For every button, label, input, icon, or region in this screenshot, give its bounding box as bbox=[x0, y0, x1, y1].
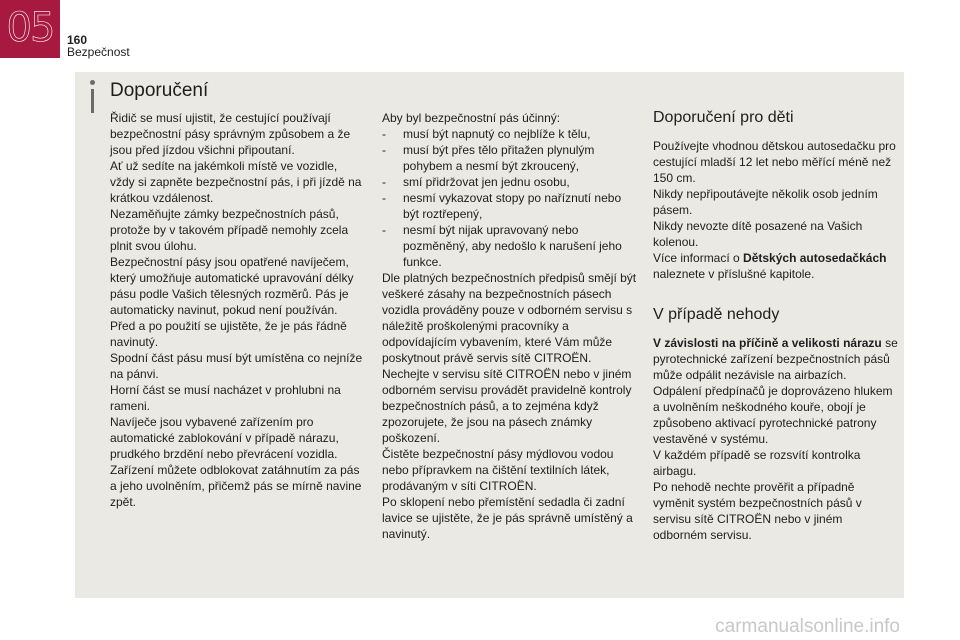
paragraph: Používejte vhodnou dětskou autosedačku pro cestující mladší 12 let nebo měřící méně než 150 cm. bbox=[653, 139, 896, 185]
paragraph: Bezpečnostní pásy jsou opatřené navíječem, který umožňuje automatické upravování délky pásu podle Vašich tělesných rozměrů. Pás je automaticky navinut, pokud není používán. bbox=[110, 255, 354, 317]
text: naleznete v příslušné kapitole. bbox=[653, 267, 815, 281]
list-item: - smí přidržovat jen jednu osobu, bbox=[382, 174, 637, 190]
paragraph bbox=[653, 335, 898, 383]
paragraph: Řidič se musí ujistit, že cestující používají bezpečnostní pásy správným způsobem a že jsou před jízdou všichni připoutaní. bbox=[110, 111, 351, 157]
paragraph: Navíječe jsou vybavené zařízením pro automatické zablokování v případě nárazu, prudkého brzdění nebo převrácení vozidla. Zařízení můžete odblokovat zatáhnutím za pás a jeho uvolněním, přičemž pás se mírně navine zpět. bbox=[110, 415, 362, 509]
list-item: - nesmí vykazovat stopy po naříznutí nebo být roztřepený, bbox=[382, 190, 637, 222]
paragraph: Spodní část pásu musí být umístěna co nejníže na pánvi. bbox=[110, 351, 363, 381]
accident-title: V případě nehody bbox=[653, 306, 780, 323]
column-3 bbox=[653, 108, 898, 543]
paragraph: Aby byl bezpečnostní pás účinný: bbox=[382, 111, 561, 125]
bold-text: V závislosti na příčině a velikosti nárazu bbox=[653, 336, 882, 350]
paragraph: Nechejte v servisu sítě CITROËN nebo v jiném odborném servisu provádět pravidelně kontroly bezpečnostních pásů, a to zejména když zpozorujete, že jsou na pásech známky poškození. bbox=[382, 367, 632, 445]
children-title: Doporučení pro děti bbox=[653, 109, 794, 126]
paragraph: V každém případě se rozsvítí kontrolka airbagu. bbox=[653, 448, 861, 478]
text: Více informací o bbox=[653, 251, 744, 265]
paragraph: Nikdy nepřipoutávejte několik osob jedním pásem. bbox=[653, 187, 878, 217]
list-item: - nesmí být nijak upravovaný nebo pozměněný, aby nedošlo k narušení jeho funkce. bbox=[382, 222, 637, 270]
paragraph: Nikdy nevozte dítě posazené na Vašich kolenou. bbox=[653, 219, 863, 249]
chapter-number: 05 bbox=[6, 5, 54, 51]
paragraph: Horní část se musí nacházet v prohlubni na rameni. bbox=[110, 383, 341, 413]
paragraph: Ať už sedíte na jakémkoli místě ve vozidle, vždy si zapněte bezpečnostní pás, i při jízdě na krátkou vzdálenost. bbox=[110, 159, 362, 205]
section-name: Bezpečnost bbox=[67, 45, 130, 59]
chapter-tab bbox=[0, 0, 60, 58]
paragraph bbox=[653, 250, 898, 282]
paragraph: Čistěte bezpečnostní pásy mýdlovou vodou nebo přípravkem na čištění textilních látek, prodávaným v síti CITROËN. bbox=[382, 447, 614, 493]
column-1 bbox=[110, 110, 365, 510]
paragraph: Odpálení předpínačů je doprovázeno hlukem a uvolněním neškodného kouře, obojí je způsobeno aktivací pyrotechnické patrony vestavěné v systému. bbox=[653, 384, 893, 446]
paragraph: Dle platných bezpečnostních předpisů smějí být veškeré zásahy na bezpečnostních pásech vozidla prováděny pouze v odborném servisu s náležitě proškolenými pracovníky a odpovídajícím vybavením, které Vám může poskytnout právě servis sítě CITROËN. bbox=[382, 271, 637, 365]
paragraph: Nezaměňujte zámky bezpečnostních pásů, protože by v takovém případě nemohly zcela plnit svou úlohu. bbox=[110, 207, 349, 253]
info-icon-bar bbox=[91, 89, 94, 113]
effectiveness-list bbox=[382, 126, 637, 270]
watermark: carmanualsonline.info bbox=[715, 616, 900, 637]
info-icon bbox=[86, 78, 100, 114]
list-item: - musí být napnutý co nejblíže k tělu, bbox=[382, 126, 637, 142]
page-number: 160 bbox=[67, 33, 88, 47]
recommendations-title: Doporučení bbox=[110, 80, 209, 101]
child-seats-link-text: Dětských autosedačkách bbox=[743, 251, 887, 265]
paragraph: Před a po použití se ujistěte, že je pás řádně navinutý. bbox=[110, 319, 347, 349]
text: se pyrotechnické zařízení bezpečnostních pásů může odpálit nezávisle na airbazích. bbox=[653, 336, 898, 382]
list-item: - musí být přes tělo přitažen plynulým pohybem a nesmí být zkroucený, bbox=[382, 142, 637, 174]
info-icon-dot bbox=[90, 80, 95, 85]
column-2 bbox=[382, 110, 637, 542]
paragraph: Po nehodě nechte prověřit a případně vyměnit systém bezpečnostních pásů v servisu sítě CITROËN nebo v jiném odborném servisu. bbox=[653, 480, 862, 542]
paragraph: Po sklopení nebo přemístění sedadla či zadní lavice se ujistěte, že je pás správně umístěný a navinutý. bbox=[382, 495, 633, 541]
